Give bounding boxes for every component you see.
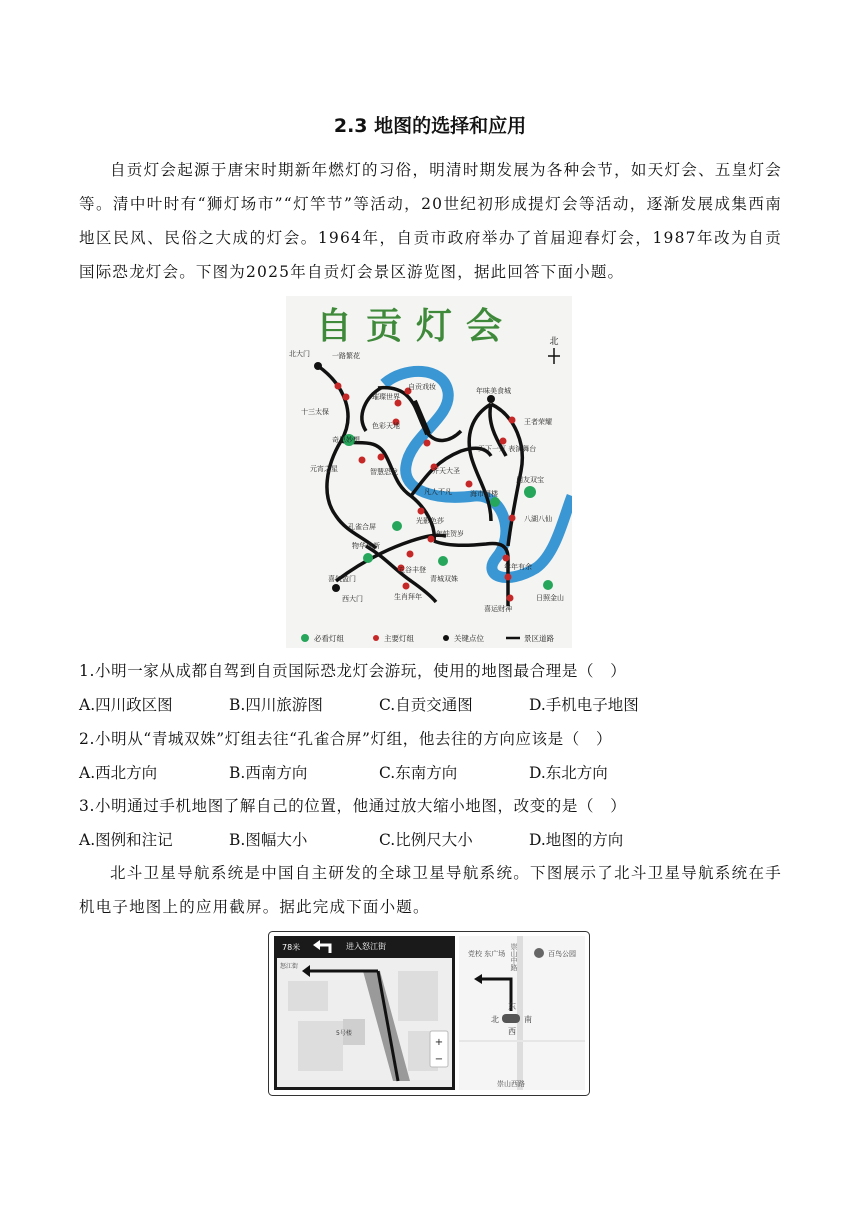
legend-key-point: 关键点位 bbox=[454, 634, 484, 643]
option-d[interactable]: D.东北方向 bbox=[529, 764, 608, 782]
option-c[interactable]: C.自贡交通图 bbox=[379, 696, 473, 714]
zoom-in-button[interactable]: + bbox=[434, 1037, 444, 1048]
second-paragraph: 北斗卫星导航系统是中国自主研发的全球卫星导航系统。下图展示了北斗卫星导航系统在手机电子地图上的应用截屏。据此完成下面小题。 bbox=[79, 864, 782, 916]
nav-school-gate: 党校 东广场 bbox=[468, 950, 506, 958]
option-d[interactable]: D.手机电子地图 bbox=[529, 696, 639, 714]
nav-building: 5号楼 bbox=[336, 1030, 352, 1037]
option-d[interactable]: D.地图的方向 bbox=[529, 831, 624, 849]
nav-dir-south: 南 bbox=[524, 1015, 532, 1024]
option-c[interactable]: C.比例尺大小 bbox=[379, 831, 473, 849]
legend-road: 景区道路 bbox=[524, 634, 554, 643]
map-title: 自贡灯会 bbox=[315, 306, 517, 347]
map-label: 年蛙贺岁 bbox=[436, 530, 464, 538]
map-label: 海市蜃楼 bbox=[470, 490, 498, 498]
map-label: 八湖八仙 bbox=[524, 515, 552, 523]
zoom-out-button[interactable]: − bbox=[434, 1054, 444, 1065]
nav-road-vertical: 崇山中路 bbox=[510, 943, 518, 971]
option-a[interactable]: A.四川政区图 bbox=[79, 696, 173, 714]
map-label: 王者荣耀 bbox=[524, 418, 552, 426]
map-label: 色彩天地 bbox=[372, 422, 400, 430]
map-label: 物华你新 bbox=[352, 542, 380, 550]
map-label: 光影色莎 bbox=[416, 517, 444, 525]
map-label: 自贡戏妆 bbox=[408, 383, 436, 391]
nav-road-bottom: 崇山西路 bbox=[497, 1080, 525, 1088]
park-icon bbox=[534, 948, 544, 958]
option-b[interactable]: B.图幅大小 bbox=[229, 831, 308, 849]
map-label: 喜运财神 bbox=[484, 605, 512, 613]
nav-dir-west: 西 bbox=[508, 1027, 516, 1036]
map-label: 喜气盈门 bbox=[328, 575, 356, 583]
map-label: 生肖拜年 bbox=[394, 593, 422, 601]
north-label: 北 bbox=[549, 337, 559, 347]
legend-must-see: 必看灯组 bbox=[314, 634, 344, 643]
map-label: 五谷丰登 bbox=[398, 566, 426, 574]
nav-park: 百鸟公园 bbox=[548, 950, 576, 958]
nav-dir-north: 北 bbox=[491, 1015, 499, 1024]
nav-distance: 78米 bbox=[282, 943, 301, 952]
lantern-festival-map bbox=[286, 296, 572, 648]
map-label: 奇思妙想 bbox=[332, 436, 360, 444]
map-label: 智慧恐龙 bbox=[370, 468, 398, 476]
option-a[interactable]: A.西北方向 bbox=[79, 764, 158, 782]
intro-paragraph: 自贡灯会起源于唐宋时期新年燃灯的习俗，明清时期发展为各种会节，如天灯会、五皇灯会等。清中叶时有“狮灯场市”“灯竿节”等活动，20世纪初形成提灯会等活动，逐渐发展成集西南地区民风、民俗之大成的灯会。1964年，自贡市政府举办了首届迎春灯会，1987年改为自贡国际恐龙灯会。下图为2025年自贡灯会景区游览图，据此回答下面小题。 bbox=[79, 161, 782, 281]
map-label: 年味美食城 bbox=[476, 387, 511, 395]
map-label: 天下一灯 表演舞台 bbox=[478, 445, 537, 453]
map-label: 北大门 bbox=[289, 350, 310, 358]
option-b[interactable]: B.四川旅游图 bbox=[229, 696, 323, 714]
navigation-screenshot bbox=[268, 931, 590, 1096]
option-b[interactable]: B.西南方向 bbox=[229, 764, 308, 782]
map-label: 孔雀合屏 bbox=[348, 523, 376, 531]
page-title: 2.3 地图的选择和应用 bbox=[333, 115, 527, 137]
map-label: 齐天大圣 bbox=[432, 467, 460, 475]
nav-dir-east: 东 bbox=[508, 1002, 516, 1011]
question-3-stem: 3.小明通过手机地图了解自己的位置，他通过放大缩小地图，改变的是（ ） bbox=[79, 797, 627, 815]
option-c[interactable]: C.东南方向 bbox=[379, 764, 458, 782]
map-label: 元宵之星 bbox=[310, 465, 338, 473]
map-label: 日照金山 bbox=[536, 594, 564, 602]
map-label: 西大门 bbox=[342, 595, 363, 603]
map-label: 青城双姝 bbox=[430, 575, 458, 583]
map-label: 十三太保 bbox=[301, 408, 329, 416]
legend-main: 主要灯组 bbox=[384, 634, 414, 643]
map-label: 璀璨世界 bbox=[372, 393, 400, 401]
map-label: 年年有余 bbox=[504, 563, 532, 571]
nav-street-left: 怒江街 bbox=[280, 963, 299, 970]
option-a[interactable]: A.图例和注记 bbox=[79, 831, 173, 849]
nav-instruction: 进入怒江街 bbox=[346, 942, 386, 951]
map-label: 朋友双宝 bbox=[516, 476, 544, 484]
map-label: 一路繁花 bbox=[332, 352, 360, 360]
question-2-stem: 2.小明从“青城双姝”灯组去往“孔雀合屏”灯组，他去往的方向应该是（ ） bbox=[79, 730, 613, 748]
map-label: 凡人不凡 bbox=[424, 488, 452, 496]
question-1-stem: 1.小明一家从成都自驾到自贡国际恐龙灯会游玩，使用的地图最合理是（ ） bbox=[79, 662, 627, 680]
